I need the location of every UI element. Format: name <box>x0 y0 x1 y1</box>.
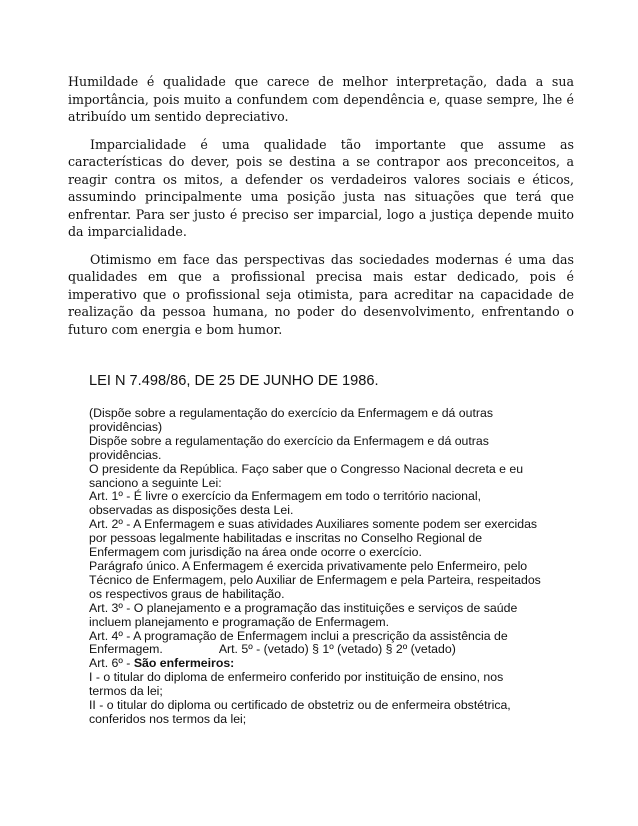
law-line: Art. 1º - É livre o exercício da Enfermagem em todo o território nacional, <box>89 489 482 504</box>
law-text-enfermagem: Enfermagem. <box>89 642 163 657</box>
law-line-art5 <box>89 643 559 657</box>
law-line: termos da lei; <box>89 684 163 699</box>
law-section <box>89 372 559 727</box>
law-line: providências. <box>89 447 162 462</box>
prose-section <box>68 73 574 348</box>
art6-heading: São enfermeiros: <box>133 656 235 671</box>
law-line: Parágrafo único. A Enfermagem é exercida privativamente pelo Enfermeiro, pelo <box>89 558 528 573</box>
art6-prefix: Art. 6º - <box>89 656 134 671</box>
law-line: sanciono a seguinte Lei: <box>89 475 222 490</box>
law-title: LEI N 7.498/86, DE 25 DE JUNHO DE 1986. <box>89 373 379 389</box>
law-line: Art. 4º - A programação de Enfermagem inclui a prescrição da assistência de <box>89 628 508 643</box>
law-line: Art. 3º - O planejamento e a programação das instituições e serviços de saúde <box>89 600 518 615</box>
law-line: incluem planejamento e programação de Enfermagem. <box>89 614 390 629</box>
law-line: os respectivos graus de habilitação. <box>89 586 285 601</box>
law-line: por pessoas legalmente habilitadas e inscritas no Conselho Regional de <box>89 531 483 546</box>
law-line: Art. 2º - A Enfermagem e suas atividades Auxiliares somente podem ser exercidas <box>89 517 538 532</box>
law-line: conferidos nos termos da lei; <box>89 711 247 726</box>
law-line: Dispõe sobre a regulamentação do exercício da Enfermagem e dá outras <box>89 433 489 448</box>
law-line: I - o titular do diploma de enfermeiro conferido por instituição de ensino, nos <box>89 670 504 685</box>
law-line: (Dispõe sobre a regulamentação do exercício da Enfermagem e dá outras <box>89 406 493 420</box>
law-line: Enfermagem com jurisdição na área onde ocorre o exercício. <box>89 545 422 560</box>
law-line: providências) <box>89 419 163 434</box>
law-text-art5: Art. 5º - (vetado) § 1º (vetado) § 2º (vetado) <box>218 642 456 657</box>
paragraph-otimismo: Otimismo em face das perspectivas das sociedades modernas é uma das qualidades em que a profissional precisa mais estar dedicado, pois é imperativo que o profissional seja otimista, para acreditar na capacidade de realização da pessoa humana, no poder do desenvolvimento, enfrentando o futuro com energia e bom humor. <box>68 251 574 337</box>
law-line-art6 <box>89 657 559 671</box>
law-line: II - o titular do diploma ou certificado de obstetriz ou de enfermeira obstétrica, <box>89 698 511 713</box>
paragraph-humildade: Humildade é qualidade que carece de melhor interpretação, dada a sua importância, pois muito a confundem com dependência e, quase sempre, lhe é atribuído um sentido depreciativo. <box>68 74 574 124</box>
law-body <box>89 407 559 727</box>
law-line: Técnico de Enfermagem, pelo Auxiliar de Enfermagem e pela Parteira, respeitados <box>89 572 541 587</box>
law-line: O presidente da República. Faço saber que o Congresso Nacional decreta e eu <box>89 461 524 476</box>
law-line: observadas as disposições desta Lei. <box>89 503 294 518</box>
paragraph-imparcialidade: Imparcialidade é uma qualidade tão importante que assume as características do dever, pois se destina a se contrapor aos preconceitos, a reagir contra os mitos, a defender os verdadeiros valores sociais e éticos, assumindo principalmente uma posição justa nas situações que terá que enfrentar. Para ser justo é preciso ser imparcial, logo a justiça depende muito da imparcialidade. <box>68 136 574 239</box>
